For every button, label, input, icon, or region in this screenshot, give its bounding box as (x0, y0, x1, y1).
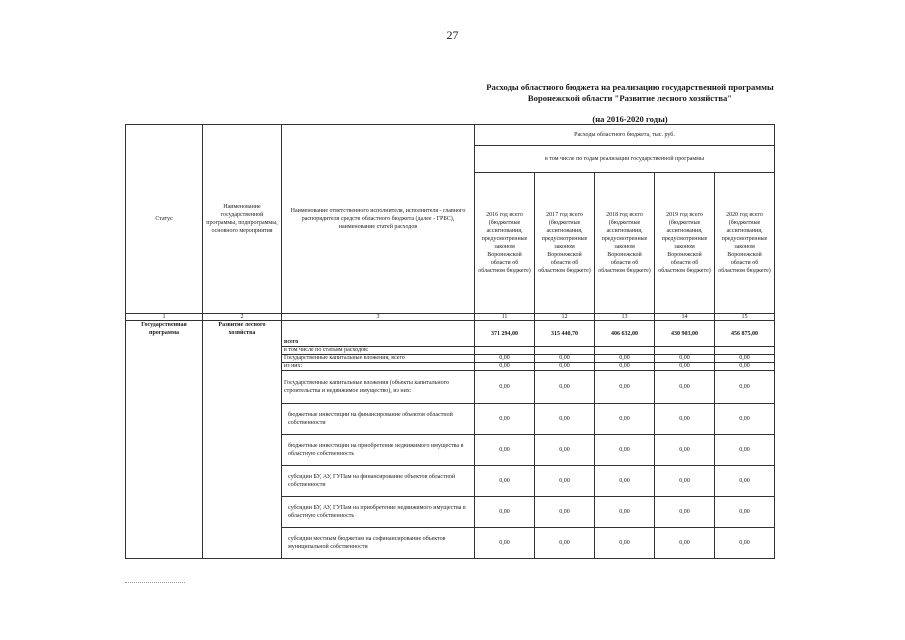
value-cell: 0,00 (475, 355, 535, 363)
row-label: Государственные капитальные вложения (объекты капитального строительства и недвижимое имущество), из них: (282, 371, 475, 404)
value-cell: 0,00 (535, 497, 595, 528)
value-cell: 0,00 (595, 466, 655, 497)
value-cell: 0,00 (535, 371, 595, 404)
value-cell: 430 903,00 (655, 321, 715, 347)
column-number: 15 (715, 314, 775, 321)
value-cell: 0,00 (475, 404, 535, 435)
column-number: 3 (282, 314, 475, 321)
status-cell: Государственная программа (126, 321, 203, 559)
value-cell: 0,00 (715, 435, 775, 466)
column-number: 1 (126, 314, 203, 321)
header-program-name: Наименование государственной программы, подпрограммы, основного мероприятия (203, 125, 282, 314)
page-continuation-mark (125, 582, 185, 583)
value-cell: 0,00 (715, 371, 775, 404)
value-cell: 0,00 (475, 528, 535, 559)
header-by-years-group: в том числе по годам реализации государственной программы (475, 146, 775, 173)
value-cell: 0,00 (595, 355, 655, 363)
value-cell: 0,00 (535, 435, 595, 466)
row-label: из них: (282, 363, 475, 371)
value-cell (655, 347, 715, 355)
value-cell (715, 347, 775, 355)
value-cell: 0,00 (715, 497, 775, 528)
value-cell: 0,00 (655, 435, 715, 466)
row-label: субсидии БУ, АУ, ГУПам на финансирование объектов областной собственности (282, 466, 475, 497)
value-cell: 0,00 (715, 404, 775, 435)
header-executor-name: Наименование ответственного исполнителя, исполнителя - главного распорядителя средств областного бюджета (далее - ГРБС), наименование статей расходов (282, 125, 475, 314)
value-cell: 371 294,00 (475, 321, 535, 347)
value-cell: 0,00 (715, 363, 775, 371)
value-cell: 0,00 (595, 371, 655, 404)
value-cell: 0,00 (535, 466, 595, 497)
header-year-2016: 2016 год всего (бюджетные ассигнования, предусмотренные законом Воронежской области об областном бюджете) (475, 173, 535, 314)
value-cell: 0,00 (655, 371, 715, 404)
header-expenses-group: Расходы областного бюджета, тыс. руб. (475, 125, 775, 146)
row-label: бюджетные инвестиции на финансирование объектов областной собственности (282, 404, 475, 435)
page-number: 27 (446, 28, 459, 42)
budget-table (125, 124, 775, 559)
value-cell: 456 875,00 (715, 321, 775, 347)
value-cell: 0,00 (655, 363, 715, 371)
header-status: Статус (126, 125, 203, 314)
value-cell: 0,00 (595, 363, 655, 371)
document-subtitle: (на 2016-2020 годы) (592, 114, 668, 124)
value-cell (595, 347, 655, 355)
value-cell (535, 347, 595, 355)
value-cell: 0,00 (655, 497, 715, 528)
column-number: 11 (475, 314, 535, 321)
value-cell: 0,00 (655, 404, 715, 435)
value-cell: 0,00 (475, 435, 535, 466)
value-cell: 0,00 (715, 528, 775, 559)
column-number: 14 (655, 314, 715, 321)
column-number-row (126, 314, 775, 321)
row-label: субсидии БУ, АУ, ГУПам на приобретение недвижимого имущества в областную собственность (282, 497, 475, 528)
value-cell: 0,00 (535, 355, 595, 363)
value-cell: 0,00 (715, 466, 775, 497)
value-cell: 0,00 (535, 404, 595, 435)
column-number: 2 (203, 314, 282, 321)
row-label: бюджетные инвестиции на приобретение недвижимого имущества в областную собственность (282, 435, 475, 466)
row-label: всего (282, 321, 475, 347)
value-cell: 0,00 (475, 497, 535, 528)
value-cell: 0,00 (655, 466, 715, 497)
header-year-2019: 2019 год всего (бюджетные ассигнования, предусмотренные законом Воронежской области об областном бюджете) (655, 173, 715, 314)
value-cell: 0,00 (715, 355, 775, 363)
row-label: Государственные капитальные вложения, всего (282, 355, 475, 363)
value-cell: 0,00 (655, 528, 715, 559)
value-cell: 0,00 (595, 497, 655, 528)
column-number: 13 (595, 314, 655, 321)
value-cell: 0,00 (535, 528, 595, 559)
row-label: в том числе по статьям расходов: (282, 347, 475, 355)
table-row (126, 321, 775, 347)
column-number: 12 (535, 314, 595, 321)
header-year-2018: 2018 год всего (бюджетные ассигнования, предусмотренные законом Воронежской области об областном бюджете) (595, 173, 655, 314)
header-year-2017: 2017 год всего (бюджетные ассигнования, предусмотренные законом Воронежской области об областном бюджете) (535, 173, 595, 314)
program-name-cell: Развитие лесного хозяйства (203, 321, 282, 559)
header-year-2020: 2020 год всего (бюджетные ассигнования, предусмотренные законом Воронежской области об областном бюджете) (715, 173, 775, 314)
value-cell: 0,00 (655, 355, 715, 363)
value-cell: 0,00 (535, 363, 595, 371)
value-cell: 0,00 (595, 404, 655, 435)
value-cell: 0,00 (595, 435, 655, 466)
value-cell: 0,00 (475, 466, 535, 497)
document-title: Расходы областного бюджета на реализацию государственной программы Воронежской области "Развитие лесного хозяйства" (486, 82, 774, 103)
value-cell: 0,00 (475, 363, 535, 371)
value-cell: 0,00 (595, 528, 655, 559)
value-cell (475, 347, 535, 355)
value-cell: 315 440,70 (535, 321, 595, 347)
row-label: субсидии местным бюджетам на софинансирование объектов муниципальной собственности (282, 528, 475, 559)
value-cell: 406 632,00 (595, 321, 655, 347)
value-cell: 0,00 (475, 371, 535, 404)
